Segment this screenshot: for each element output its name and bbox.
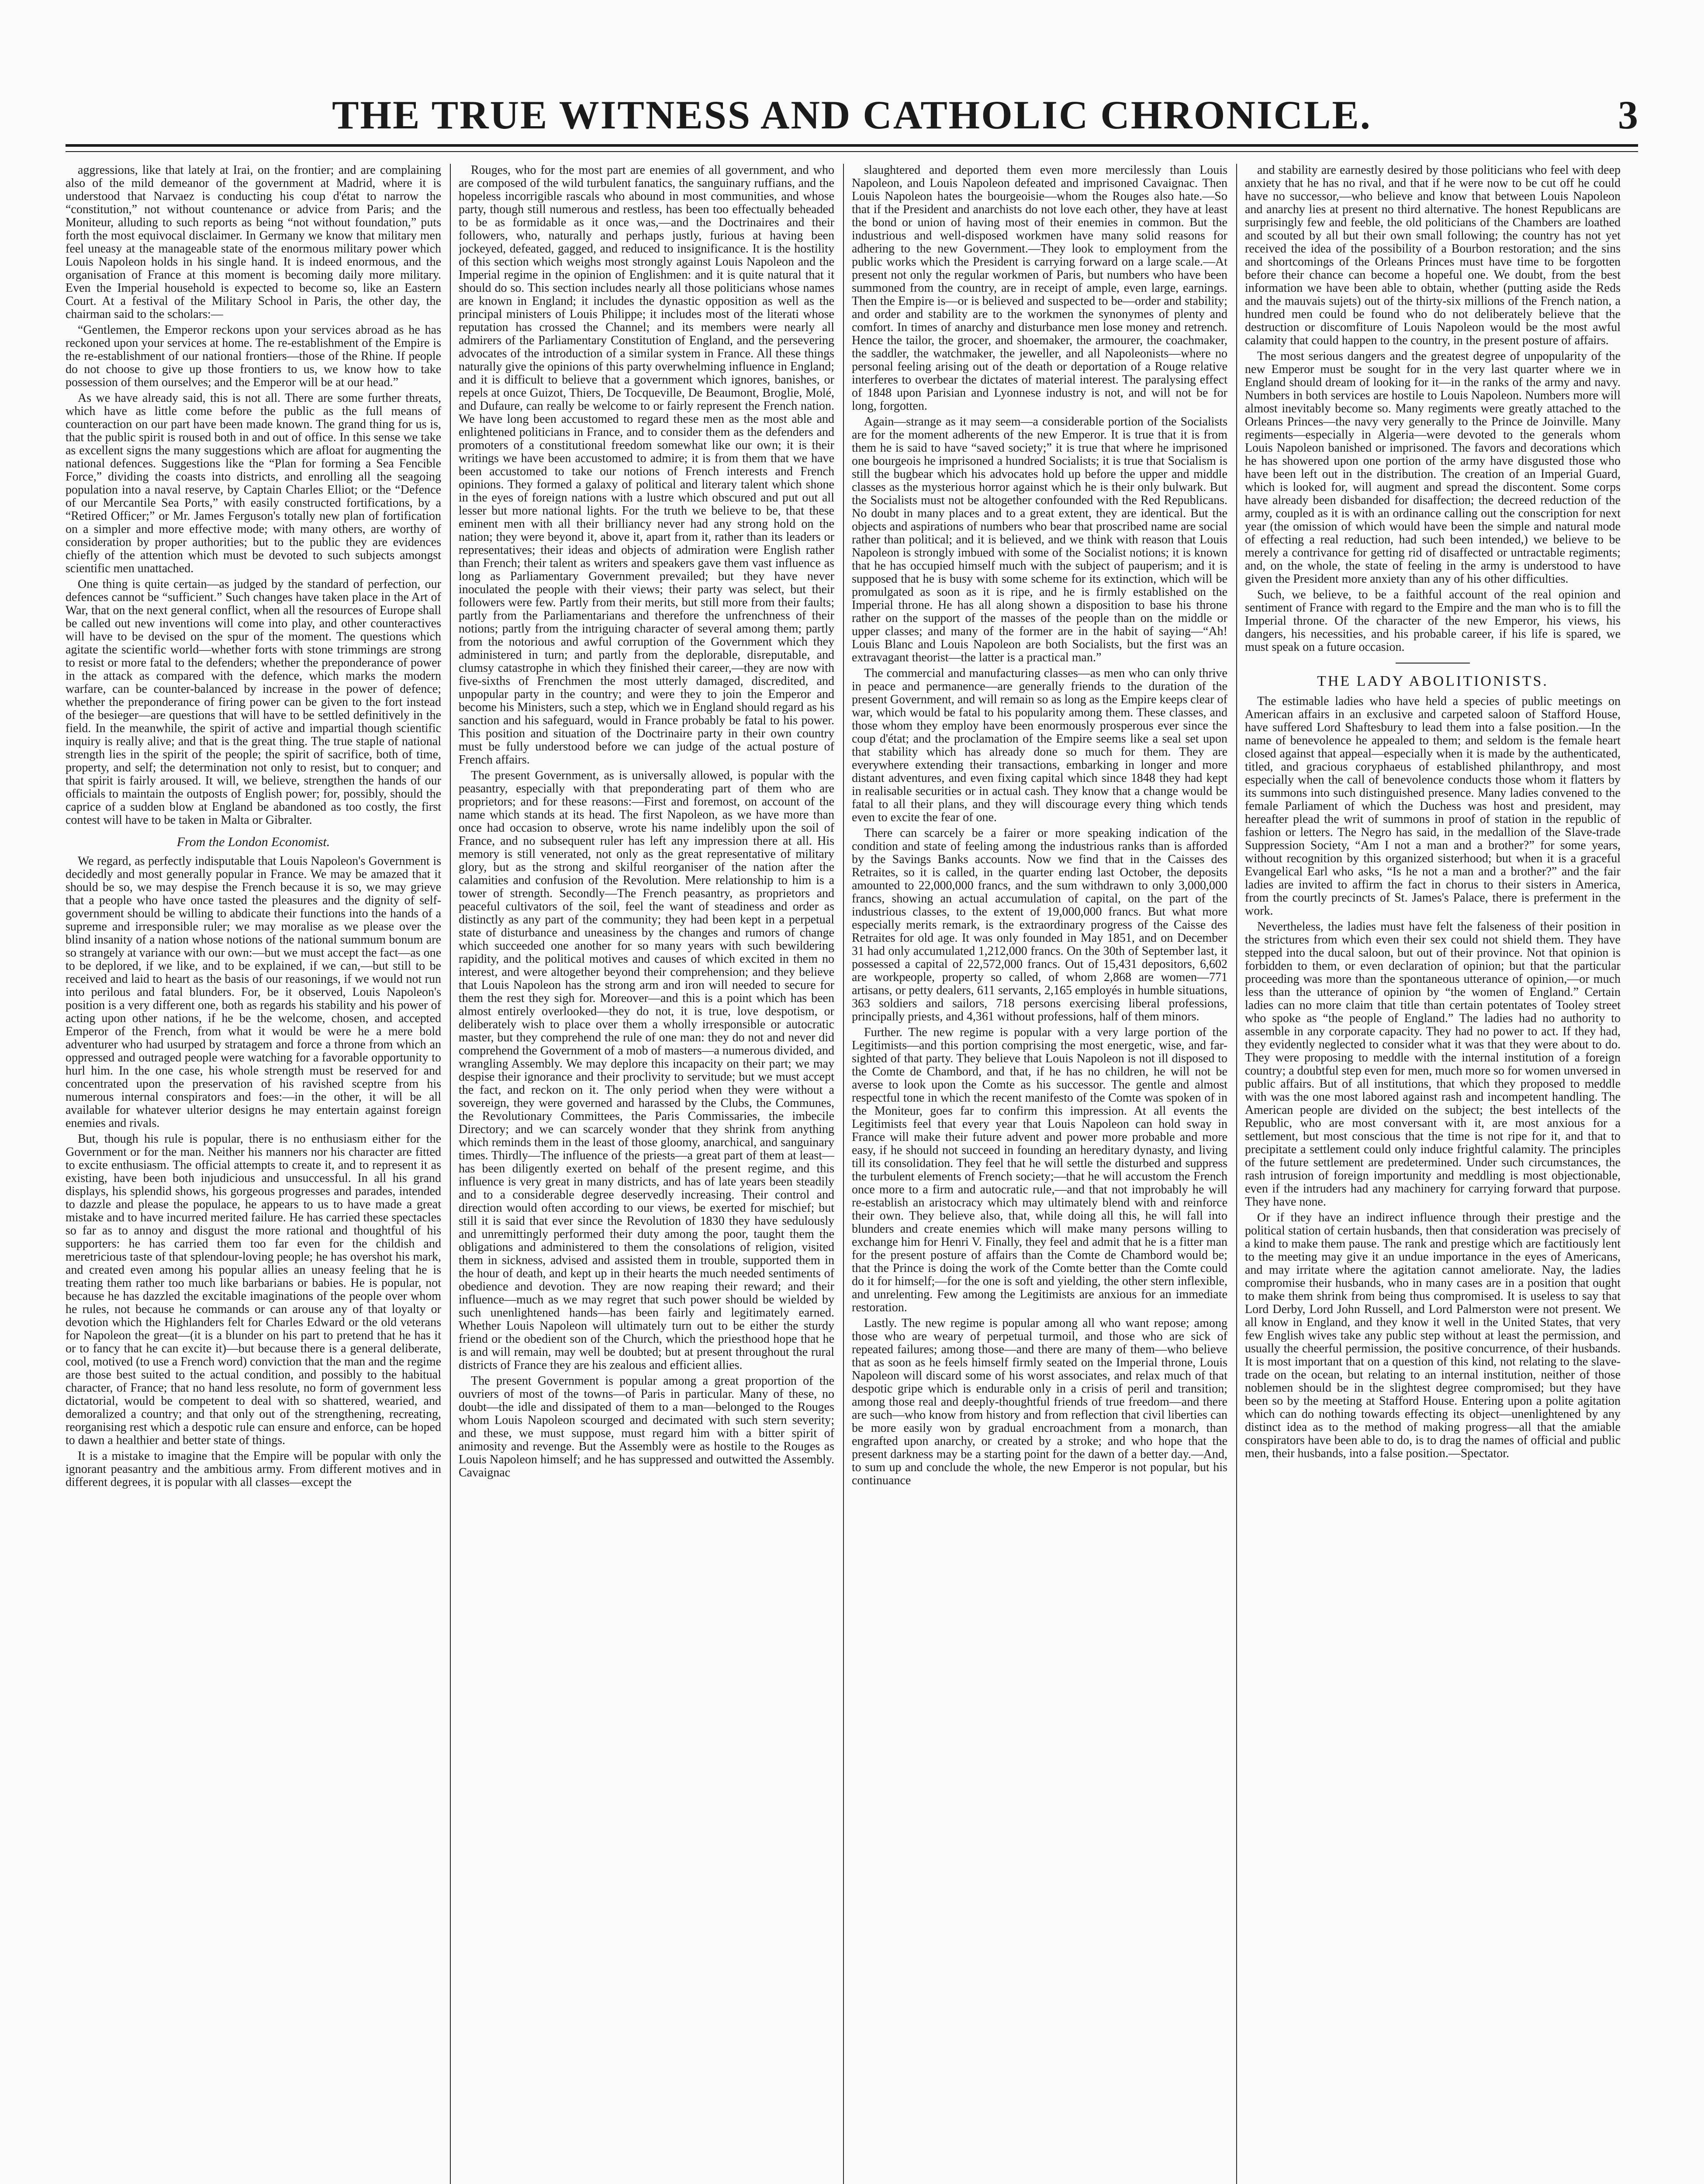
column-4 (1245, 164, 1621, 2184)
article-paragraph: aggressions, like that lately at Irai, on the frontier; and are complaining also of the mild demeanor of the government at Madrid, where it is understood that Narvaez is conducting his coup d'état to narrow the “constitution,” not without countenance or advice from Paris; and the Moniteur, alluding to such reports as being “not without foundation,” puts forth the most equivocal disclaimer. In Germany we know that military men feel uneasy at the manageable state of the enormous military power which Louis Napoleon holds in his single hand. It is indeed enormous, and the organisation of France at this moment is becoming daily more military. Even the Imperial household is expected to become so, like an Eastern Court. At a festival of the Military School in Paris, the other day, the chairman said to the scholars:— (66, 164, 441, 321)
column-3 (852, 164, 1227, 2184)
article-paragraph: Or if they have an indirect influence through their prestige and the political station of certain husbands, then that consideration was precisely of a kind to make them pause. The rank and prestige which are factitiously lent to the meeting may give it an undue importance in the eyes of Americans, and may irritate where the agitation cannot ameliorate. Nay, the ladies compromise their husbands, who in many cases are in a position that ought to make them shrink from being thus compromised. It is useless to say that Lord Derby, Lord John Russell, and Lord Palmerston were not present. We all know in England, and they know it well in the United States, that very few English wives take any public step without at least the permission, and usually the cheerful permission, the positive concurrence, of their husbands. It is most important that on a question of this kind, not relating to the slave-trade on the ocean, but relating to an internal institution, neither of those noblemen should be in the slightest degree compromised; but they have been so by the meeting at Stafford House. Entering upon a polite agitation which can do nothing towards effecting its object—unenlightened by any distinct idea as to the method of making progress—all that the amiable conspirators have been able to do, is to drag the names of official and public men, their husbands, into a false position.—Spectator. (1245, 1211, 1621, 1460)
column-1-paragraphs (66, 164, 441, 827)
article-paragraph: Again—strange as it may seem—a considerable portion of the Socialists are for the moment adherents of the new Emperor. It is true that it is from them he is said to have “saved society;” it is true that where he imprisoned one bourgeois he imprisoned a hundred Socialists; it is true that Socialism is still the bugbear which his advocates hold up before the upper and middle classes as the mysterious horror against which he is their only bulwark. But the Socialists must not be altogether confounded with the Red Republicans. No doubt in many places and to a great extent, they are identical. But the objects and aspirations of numbers who bear that proscribed name are social rather than political; and it is believed, and we think with reason that Louis Napoleon is strongly imbued with some of the Socialist notions; it is known that he has occupied himself much with the subject of pauperism; and it is supposed that he is busy with some scheme for its extinction, which will be promulgated as soon as it is ripe, and he is firmly established on the Imperial throne. He has all along shown a disposition to base his throne rather on the support of the masses of the people than on the middle or upper classes; and many of the former are in the habit of saying—“Ah! Louis Blanc and Louis Napoleon are both Socialists, but the first was an extravagant theorist—the latter is a practical man.” (852, 415, 1227, 664)
article-paragraph: The most serious dangers and the greatest degree of unpopularity of the new Emperor must be sought for in the very last quarter where we in England should dream of looking for it—in the ranks of the army and navy. Numbers in both services are hostile to Louis Napoleon. Numbers more will almost inevitably become so. Many regiments were greatly attached to the Orleans Princes—the navy very generally to the Prince de Joinville. Many regiments—especially in Algeria—were devoted to the generals whom Louis Napoleon banished or imprisoned. The favors and decorations which he has showered upon one portion of the army have disgusted those who have been left out in the distribution. The creation of an Imperial Guard, which is looked for, will augment and spread the discontent. Some corps have already been disbanded for disaffection; the decreed reduction of the army, coupled as it is with an ordinance calling out the conscription for next year (the omission of which would have been the simple and natural mode of effecting a real reduction, had such been intended,) we believe to be merely a contrivance for getting rid of disaffected or untractable regiments; and, on the whole, the state of feeling in the army is understood to have given the President more anxiety than any of his other difficulties. (1245, 349, 1621, 586)
article-paragraph: It is a mistake to imagine that the Empire will be popular with only the ignorant peasantry and the ambitious army. From different motives and in different degrees, it is popular with all classes—except the (66, 1449, 441, 1489)
column-2 (459, 164, 834, 2184)
masthead (66, 83, 1638, 157)
article-paragraph: The estimable ladies who have held a species of public meetings on American affairs in an exclusive and carpeted saloon of Stafford House, have suffered Lord Shaftesbury to lead them into a false position.—In the name of benevolence he appealed to them; and seldom is the female heart closed against that appeal—especially when it is made by the authenticated, titled, and gracious coryphaeus of established philanthropy, and most especially when the call of benevolence conducts those whom it flatters by its summons into such distinguished presence. Many ladies convened to the female Parliament of which the Duchess was host and president, may hereafter plead the writ of summons in proof of station in the republic of fashion or letters. The Negro has said, in the medallion of the Slave-trade Suppression Society, “Am I not a man and a brother?” for some years, without recognition by this organized sisterhood; but when it is a graceful Evangelical Earl who asks, “Is he not a man and a brother?” and the fair ladies are invited to affirm the fact in chorus to their sisters in America, from the courtly precincts of St. James's Palace, there is preferment in the work. (1245, 695, 1621, 918)
article-paragraph: Lastly. The new regime is popular among all who want repose; among those who are weary of perpetual turmoil, and those who are sick of repeated failures; among those—and there are many of them—who believe that as soon as he feels himself firmly seated on the Imperial throne, Louis Napoleon will discard some of his worst associates, and relax much of that despotic gripe which is endurable only in a crisis of peril and transition; among those real and deeply-thoughtful friends of true freedom—and there are such—who know from history and from reflection that civil liberties can be more easily won by gradual encroachment from a monarch, than engrafted upon anarchy, or created by a stroke; and who hope that the present darkness may be a starting point for the dawn of a better day.—And, to sum up and conclude the whole, the new Emperor is not popular, but his continuance (852, 1317, 1227, 1487)
article-paragraph: “Gentlemen, the Emperor reckons upon your services abroad as he has reckoned upon your services at home. The re-establishment of the Empire is the re-establishment of our national frontiers—those of the Rhine. If people do not choose to give up those frontiers to us, we know how to take possession of them ourselves; and the Emperor will be at our head.” (66, 323, 441, 389)
article-paragraph: Rouges, who for the most part are enemies of all government, and who are composed of the wild turbulent fanatics, the sanguinary ruffians, and the hopeless incorrigible rascals who abound in most communities, and whose party, though still numerous and restless, has been too effectually beheaded to be as formidable as it once was,—and the Doctrinaires and their followers, who, naturally and perhaps justly, furious at having been jockeyed, defeated, gagged, and reduced to insignificance. It is the hostility of this section which weighs most strongly against Louis Napoleon and the Imperial regime in the opinion of Englishmen: and it is quite natural that it should do so. This section includes nearly all those politicians whose names are known in England; it includes the dynastic opposition as well as the principal ministers of Louis Philippe; it includes most of the literati whose reputation has crossed the Channel; and its members were nearly all admirers of the Parliamentary Constitution of England, and the persevering advocates of the introduction of a similar system in France. All these things naturally give the opinions of this party overwhelming influence in England; and it is difficult to believe that a government which ignores, banishes, or repels at once Guizot, Thiers, De Tocqueville, De Beaumont, Broglie, Molé, and Dufaure, can really be welcome to or fairly represent the French nation. We have long been accustomed to regard these men as the most able and enlightened politicians in France, and to consider them as the defenders and promoters of a constitutional freedom somewhat like our own; it is their writings we have been accustomed to admire; it is from them that we have been accustomed to take our notions of French interests and French opinions. They formed a galaxy of political and literary talent which shone in the eyes of foreign nations with a lustre which obscured and put out all lesser but more national lights. For the truth we believe to be, that these eminent men with all their brilliancy never had any strong hold on the nation; they were beyond it, above it, apart from it, rather than its leaders or representatives; their ideas and objects of admiration were English rather than French; their talent as writers and speakers gave them vast influence as long as Parliamentary Government prevailed; but they have never inoculated the people with their views; their party was select, but their followers were few. Partly from their merits, but still more from their faults; partly from the Parliamentarians and therefore the unfrenchness of their notions; partly from the intriguing character of several among them; partly from the notorious and awful corruption of the Government which they administered in turn; and partly from the deplorable, disreputable, and clumsy catastrophe in which they finished their career,—they are now with five-sixths of Frenchmen the most utterly damaged, discredited, and unpopular party in the country; and were they to join the Emperor and become his Ministers, such a step, which we in England should regard as his sanction and his safeguard, would in France probably be fatal to his power. This position and situation of the Doctrinaire party in their own country must be fully understood before we can judge of the actual posture of French affairs. (459, 164, 834, 767)
source-label-economist: From the London Economist. (176, 835, 330, 849)
article-paragraph: Such, we believe, to be a faithful account of the real opinion and sentiment of France with regard to the Empire and the man who is to fill the Imperial throne. Of the character of the new Emperor, his views, his dangers, his necessities, and his probable career, if his life is spared, we must speak on a future occasion. (1245, 588, 1621, 654)
article-paragraph: The present Government is popular among a great proportion of the ouvriers of most of the towns—of Paris in particular. Many of these, no doubt—the idle and dissipated of them to a man—belonged to the Rouges whom Louis Napoleon scourged and decimated with such stern severity; and these, we must suppose, must regard him with a bitter spirit of animosity and revenge. But the Assembly were as hostile to the Rouges as Louis Napoleon himself; and he has suppressed and outwitted the Assembly. Cavaignac (459, 1374, 834, 1479)
column-separator (450, 164, 451, 2184)
column-4-paragraphs-after (1245, 695, 1621, 1460)
column-4-paragraphs (1245, 164, 1621, 654)
masthead-title: THE TRUE WITNESS AND CATHOLIC CHRONICLE. (332, 93, 1372, 137)
masthead-rule-thick (66, 144, 1638, 147)
article-heading: THE LADY ABOLITIONISTS. (1317, 673, 1548, 689)
article-paragraph: But, though his rule is popular, there is no enthusiasm either for the Government or for the man. Neither his manners nor his character are fitted to excite enthusiasm. The official attempts to create it, and to represent it as existing, have been both injudicious and unsuccessful. In all his grand displays, his splendid shows, his gorgeous progresses and parades, intended to dazzle and please the populace, he appears to us to have made a great mistake and to have incurred merited failure. He has carried these spectacles so far as to annoy and disgust the more rational and thoughtful of his supporters: he has carried them too far even for the childish and meretricious taste of that splendour-loving people; he has overshot his mark, and created even among his popular allies an uneasy feeling that he is treating them rather too much like barbarians or babies. He is popular, not because he has dazzled the excitable imaginations of the people over whom he rules, not because he commands or can arouse any of that loyalty or devotion which the Highlanders felt for Charles Edward or the old veterans for Napoleon the great—(it is a blunder on his part to pretend that he has it or to fancy that he can excite it)—but because there is a general deliberate, cool, motived (to use a French word) conviction that the man and the regime are those best suited to the actual condition, and possibly to the habitual character, of France; that no hand less resolute, no form of government less dictatorial, would be competent to deal with so shattered, wearied, and demoralized a country; and that only out of the strengthening, recreating, reorganising rest which a despotic rule can ensure and enforce, can be hoped to dawn a healthier and better state of things. (66, 1132, 441, 1447)
article-paragraph: Nevertheless, the ladies must have felt the falseness of their position in the strictures from which even their sex could not shield them. They have stepped into the ducal saloon, but out of their province. Not that opinion is forbidden to them, or even declaration of opinion; but that the particular proceeding was more than the spontaneous utterance of opinion,—or much less than the utterance of opinion by “the women of England.” Certain ladies can no more claim that title than certain potentates of Tooley street who spoke as “the people of England.” The ladies had no authority to assemble in any corporate capacity. They had no power to act. If they had, they evidently neglected to consider what it was that they were about to do. They were proposing to meddle with the internal institution of a foreign country; a doubtful step even for men, much more so for women unversed in public affairs. But of all institutions, that which they proposed to meddle with was the one most labored against rash and incompetent handling. The American people are divided on the subject; the best intellects of the Republic, who are most conversant with it, are most anxious for a settlement, but most conscious that the time is not ripe for it, and that to precipitate a settlement could only induce frightful calamity. The principles of the future settlement are predetermined. Under such circumstances, the rash intrusion of foreign importunity and meddling is most objectionable, even if the intruders had any machinery for carrying forward that purpose. They have none. (1245, 920, 1621, 1209)
column-separator (1236, 164, 1237, 2184)
article-paragraph: As we have already said, this is not all. There are some further threats, which have as little come before the public as the full means of counteraction on our part have been made known. The grand thing for us is, that the public spirit is roused both in and out of office. In this sense we take as excellent signs the many suggestions which are afloat for augmenting the national defences. Suggestions like the “Plan for forming a Sea Fencible Force,” dividing the coasts into districts, and enrolling all the seagoing population into a naval reserve, by Captain Charles Elliot; or the “Defence of our Mercantile Sea Ports,” with easily constructed fortifications, by a “Retired Officer;” or Mr. James Ferguson's totally new plan of fortification on a simpler and more effective mode; with many others, are worthy of consideration by proper authorities; but to the public they are evidences chiefly of the attention which must be devoted to such subjects amongst scientific men unattached. (66, 391, 441, 575)
column-1-paragraphs-after (66, 855, 441, 1489)
article-paragraph: One thing is quite certain—as judged by the standard of perfection, our defences cannot be “sufficient.” Such changes have taken place in the Art of War, that on the next general conflict, when all the resources of Europe shall be called out new inventions will come into play, and other counteractives will have to be devised on the spur of the moment. The questions which agitate the scientific world—whether forts with stone trimmings are strong to resist or more fatal to the defenders; whether the preponderance of power in the attack as compared with the defence, which marks the modern warfare, can be counter-balanced by increase in the power of defence; whether the preponderance of firing power can be given to the fort instead of the besieger—are questions that will have to be settled definitively in the field. In the meanwhile, the spirit of active and impartial though scientific inquiry is really alive; and that is the great thing. The true staple of national strength lies in the spirit of the people; the spirit of sacrifice, both of time, property, and self; the determination not only to resist, but to conquer; and that spirit is fairly aroused. It will, we believe, strengthen the hands of our officials to maintain the outposts of English power; for, possibly, should the caprice of a sudden blow at England be abandoned as too costly, the first contest will have to be taken in Malta or Gibralter. (66, 577, 441, 827)
article-paragraph: slaughtered and deported them even more mercilessly than Louis Napoleon, and Louis Napoleon defeated and imprisoned Cavaignac. Then Louis Napoleon hates the bourgeoisie—whom the Rouges also hate.—So that if the President and anarchists do not love each other, they have at least the bond or union of having most of their enemies in common. But the industrious and well-disposed workmen have many solid reasons for adhering to the new Government.—They look to employment from the public works which the President is carrying forward on a large scale.—At present not only the regular workmen of Paris, but numbers who have been summoned from the country, are in receipt of ample, even large, earnings. Then the Empire is—or is believed and suspected to be—order and stability; and order and stability are to the workmen the synonymes of plenty and comfort. In times of anarchy and disturbance men lose money and retrench. Hence the tailor, the grocer, and shoemaker, the armourer, the coachmaker, the saddler, the watchmaker, the jeweller, and all Napoleonists—where no personal feeling arising out of the death or deportation of a Rouge relative interferes to overbear the dictates of material interest. The paralysing effect of 1848 upon Parisian and Lyonnese industry is not, and will not be for long, forgotten. (852, 164, 1227, 413)
article-paragraph: The present Government, as is universally allowed, is popular with the peasantry, especially with that preponderating part of them who are proprietors; and for these reasons:—First and foremost, on account of the name which stands at its head. The first Napoleon, as we have more than once had occasion to observe, wrote his name indelibly upon the soil of France, and no subsequent ruler has left any impression there at all. His memory is still venerated, not only as the great representative of military glory, but as the strong and skilful reorganiser of the nation after the calamities and confusion of the Revolution. Mere relationship to him is a tower of strength. Secondly—The French peasantry, as proprietors and peaceful cultivators of the soil, feel the want of steadiness and order as distinctly as any part of the community; they had been kept in a perpetual state of disturbance and uneasiness by the changes and rumors of change which succeeded one another for so many years with such bewildering rapidity, and the political motives and causes of which excited in them no interest, and were altogether beyond their comprehension; and they believe that Louis Napoleon has the strong arm and iron will needed to secure for them the rest they sigh for. Moreover—and this is a point which has been almost entirely overlooked—they do not, it is true, love despotism, or deliberately wish to place over them a wholly irresponsible or autocratic master, but they comprehend the rule of one man: they do not and never did comprehend the Government of a mob of masters—a numerous divided, and wrangling Assembly. We may deplore this incapacity on their part; we may despise their ignorance and their proclivity to servitude; but we must accept the fact, and reckon on it. The only period when they were without a sovereign, they were governed and harassed by the Clubs, the Communes, the Revolutionary Committees, the Paris Commissaries, the imbecile Directory; and we can scarcely wonder that they shrink from anything which reminds them in the least of those gloomy, anarchical, and sanguinary times. Thirdly—The influence of the priests—a great part of them at least—has been diligently exerted on behalf of the present regime, and this influence is very great in many districts, and has of late years been steadily and to a considerable degree deservedly increasing. Their control and direction would often according to our views, be exerted for mischief; but still it is said that ever since the Revolution of 1830 they have sedulously and unremittingly performed their duty among the poor, taught them the obligations and administered to them the consolations of religion, visited them in sickness, advised and assisted them in trouble, supported them in the hour of death, and kept up in their hearts the much needed sentiments of obedience and devotion. They are now reaping their reward; and their influence—much as we may regret that such power should be wielded by such unenlightened hands—has been fairly and legitimately earned. Whether Louis Napoleon will ultimately turn out to be either the sturdy friend or the obedient son of the Church, which the priesthood hope that he is and will remain, may well be doubted; but at present throughout the rural districts of France they are his zealous and efficient allies. (459, 769, 834, 1372)
masthead-rule-thin (66, 151, 1638, 152)
article-paragraph: Further. The new regime is popular with a very large portion of the Legitimists—and this portion comprising the most energetic, wise, and far-sighted of that party. They believe that Louis Napoleon is not ill disposed to the Comte de Chambord, and that, if he has no children, he will not be averse to look upon the Comte as his successor. The gentle and almost respectful tone in which the recent manifesto of the Comte was spoken of in the Moniteur, goes far to confirm this impression. At all events the Legitimists feel that every year that Louis Napoleon can hold sway in France will make their future advent and power more probable and more easy, if he should not succeed in founding an hereditary dynasty, and living till its consolidation. They feel that he will settle the disturbed and suppress the turbulent elements of French society;—that he will accustom the French once more to a firm and autocratic rule,—and that not improbably he will re-establish an aristocracy which may ultimately blend with and reinforce their own. They believe also, that, while doing all this, he will fall into blunders and create enemies which will make many persons willing to exchange him for Henri V. Finally, they feel and admit that he is a fitter man for the present posture of affairs than the Comte de Chambord would be; that the Prince is doing the work of the Comte better than the Comte could do it for himself;—for the one is soft and yielding, the other stern inflexible, and unrelenting. Few among the Legitimists are anxious for an immediate restoration. (852, 1026, 1227, 1314)
page-number: 3 (1618, 93, 1638, 137)
column-1 (66, 164, 441, 2184)
column-2-paragraphs (459, 164, 834, 1479)
article-paragraph: There can scarcely be a fairer or more speaking indication of the condition and state of feeling among the industrious ranks than is afforded by the Savings Banks accounts. Now we find that in the Caisses des Retraites, so it is called, in the quarter ending last October, the deposits amounted to 22,000,000 francs, and the sum withdrawn to only 3,000,000 francs, showing an actual accumulation of capital, on the part of the industrious classes, to the extent of 19,000,000 francs. But what more especially merits remark, is the extraordinary progress of the Caisse des Retraites for old age. It was only founded in May 1851, and on December 31 had only accumulated 1,212,000 francs. On the 30th of September last, it possessed a capital of 22,572,000 francs. Out of 15,431 depositors, 6,602 are workpeople, property so called, of whom 2,868 are women—771 artisans, or petty dealers, 611 servants, 2,165 employés in humble situations, 363 soldiers and sailors, 718 persons exercising liberal professions, principally priests, and 4,361 without professions, half of them minors. (852, 826, 1227, 1023)
column-3-paragraphs (852, 164, 1227, 1487)
article-paragraph: We regard, as perfectly indisputable that Louis Napoleon's Government is decidedly and most generally popular in France. We may be amazed that it should be so, we may despise the French because it is so, we may grieve that a people who have once tasted the pleasures and the dignity of self-government should be willing to abdicate their functions into the hands of a supreme and irresponsible ruler; we may moralise as we please over the blind insanity of a nation whose notions of the national summum bonum are so strangely at variance with our own:—but we must accept the fact—as one to be deplored, if we like, and to be explained, if we can,—but still to be received and laid to heart as the basis of our reasonings, if we would not run into perilous and fatal blunders. For, be it observed, Louis Napoleon's position is a very different one, both as regards his stability and his power of acting upon other nations, if he be the welcome, chosen, and accepted Emperor of the French, from what it would be were he a mere bold adventurer who had usurped by stratagem and force a throne from which an oppressed and outraged people were watching for a favorable opportunity to hurl him. In the one case, his whole strength must be reserved for and concentrated upon the preservation of his ravished sceptre from his numerous internal conspirators and foes:—in the other, it will be all available for whatever ulterior designs he may entertain against foreign enemies and rivals. (66, 854, 441, 1130)
article-paragraph: The commercial and manufacturing classes—as men who can only thrive in peace and permanence—are generally friends to the duration of the present Government, and will remain so as long as the Empire keeps clear of war, which would be fatal to his popularity among them. These classes, and those whom they employ have been enormously prosperous ever since the coup d'état; and the proclamation of the Empire seems like a seal set upon that stability which has already done so much for them. They are everywhere extending their transactions, embarking in longer and more distant adventures, and even fixing capital which since 1848 they had kept in realisable securities or in actual cash. They know that a change would be fatal to all their plans, and they will discourage every thing which tends even to excite the fear of one. (852, 667, 1227, 824)
column-separator (843, 164, 844, 2184)
article-paragraph: and stability are earnestly desired by those politicians who feel with deep anxiety that he has no rival, and that if he were now to be cut off he could have no successor,—who believe and know that between Louis Napoleon and anarchy lies at present no third alternative. The honest Republicans are surprisingly few and feeble, the old politicians of the Chambers are loathed and scouted by all but their own small following; the country has not yet received the idea of the possibility of a Bourbon restoration; and the sins and shortcomings of the Orleans Princes must have time to be forgotten before their chance can become a hopeful one. We doubt, from the best information we have been able to obtain, whether (putting aside the Reds and the mauvais sujets) out of the thirty-six millions of the French nation, a hundred men could be found who do not deliberately believe that the destruction or discomfiture of Louis Napoleon would be the most awful calamity that could happen to the country, in the present posture of affairs. (1245, 164, 1621, 347)
